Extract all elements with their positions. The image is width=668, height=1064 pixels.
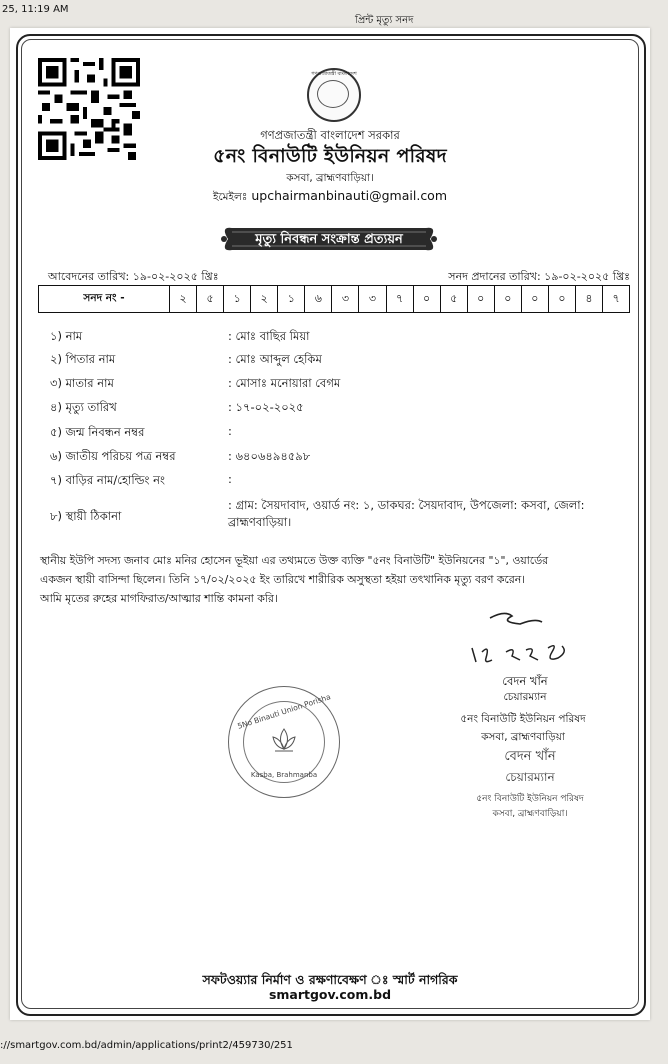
signatory-council: ৫নং বিনাউটি ইউনিয়ন পরিষদ <box>460 713 586 725</box>
field-value-holding: : <box>228 472 232 486</box>
certificate-digit: ০ <box>495 286 522 312</box>
browser-print-header <box>0 0 668 30</box>
certificate-digit: ১ <box>278 286 305 312</box>
union-seal-stamp <box>228 686 340 798</box>
certificate-digit: ০ <box>549 286 576 312</box>
field-label-birth-reg: ৫) জন্ম নিবন্ধন নম্বর <box>50 425 145 439</box>
print-time: 25, 11:19 AM <box>2 4 69 15</box>
application-date: আবেদনের তারিখ: ১৯-০২-২০২৫ খ্রিঃ <box>48 270 219 283</box>
certificate-statement <box>40 551 636 608</box>
chairman-stamp <box>430 747 630 821</box>
handwritten-signature-icon <box>450 608 600 668</box>
signatory-name: বেদন খাঁন <box>502 674 548 688</box>
certificate-digit: ৫ <box>441 286 468 312</box>
stamp-address: কসবা, ব্রাহ্মণবাড়িয়া। <box>492 809 568 819</box>
certificate-number-row <box>38 285 630 313</box>
statement-line: আমি মৃতের রুহের মাগফিরাত/আত্মার শান্তি কামনা করি। <box>40 592 278 605</box>
certificate-digit: ৭ <box>612 291 620 305</box>
seal-top-text: 5No Binauti Union Porisha <box>236 692 332 731</box>
certificate-digit: ০ <box>468 286 495 312</box>
field-value-permanent-address: : গ্রাম: সৈয়দাবাদ, ওয়ার্ড নং: ১, ডাকঘর: সৈয়দাবাদ, উপজেলা: কসবা, জেলা: ব্রাহ্মণবাড়িয়া। <box>228 498 585 529</box>
field-label-father: ২) পিতার নাম <box>50 352 116 366</box>
certificate-digit: ৫ <box>197 286 224 312</box>
seal-bottom-text: Kasba, Brahmanba <box>250 771 318 779</box>
stamp-council: ৫নং বিনাউটি ইউনিয়ন পরিষদ <box>476 794 584 804</box>
field-value-mother: : মোসাঃ মনোয়ারা বেগম <box>228 376 341 390</box>
government-emblem-icon <box>307 68 361 122</box>
field-label-mother: ৩) মাতার নাম <box>50 376 114 390</box>
stamp-name: বেদন খাঁন <box>504 749 556 764</box>
field-label-holding: ৭) বাড়ির নাম/হোল্ডিং নং <box>50 473 165 487</box>
certificate-digit: ৭ <box>387 286 414 312</box>
field-value-name: : মোঃ বাছির মিয়া <box>228 329 310 343</box>
field-value-father: : মোঃ আব্দুল হেকিম <box>228 352 322 366</box>
certificate-number-label: সনদ নং - <box>39 286 170 312</box>
lotus-icon <box>267 723 301 757</box>
council-address: কসবা, ব্রাহ্মণবাড়িয়া। <box>286 172 374 184</box>
certificate-date: সনদ প্রদানের তারিখ: ১৯-০২-২০২৫ খ্রিঃ <box>448 270 630 283</box>
council-email <box>10 188 650 207</box>
certificate-digit: ৩ <box>359 286 386 312</box>
certificate-digit: ২ <box>251 286 278 312</box>
government-name: গণপ্রজাতন্ত্রী বাংলাদেশ সরকার <box>260 128 400 142</box>
email-value: upchairmanbinauti@gmail.com <box>251 188 448 203</box>
footer-website: smartgov.com.bd <box>268 987 392 1002</box>
signatory-title: চেয়ারম্যান <box>503 691 547 703</box>
footer-credit: সফটওয়্যার নির্মাণ ও রক্ষণাবেক্ষণ ঃ স্মার্ট নাগরিক <box>202 972 458 987</box>
print-url: ://smartgov.com.bd/admin/applications/print2/459730/251 <box>0 1040 293 1051</box>
field-label-death-date: ৪) মৃত্যু তারিখ <box>50 400 117 414</box>
certificate-page <box>10 28 650 1020</box>
field-value-nid: : ৬৪০৬৪৯৪৫৯৮ <box>228 449 311 463</box>
certificate-digit: ৩ <box>332 286 359 312</box>
field-label-name: ১) নাম <box>50 329 83 343</box>
certificate-digit: ৬ <box>305 286 332 312</box>
email-label: ইমেইলঃ <box>212 191 248 203</box>
signatory-address: কসবা, ব্রাহ্মণবাড়িয়া <box>481 731 565 743</box>
field-value-death-date: : ১৭-০২-২০২৫ <box>228 400 304 414</box>
certificate-digit: ০ <box>414 286 441 312</box>
field-value-birth-reg: : <box>228 424 232 438</box>
statement-line: স্থানীয় ইউপি সদস্য জনাব মোঃ মনির হোসেন ভূইয়া এর তথ্যমতে উক্ত ব্যক্তি "৫নং বিনাউটি" ইউনিয়নের "১", ওয়ার্ডের <box>40 554 549 567</box>
statement-line: একজন স্থায়ী বাসিন্দা ছিলেন। তিনি ১৭/০২/২০২৫ ইং তারিখে শারীরিক অসুস্থতা হইয়া তৎখানিক মৃত্যু বরণ করেন। <box>40 573 525 586</box>
print-page-title: প্রিন্ট মৃত্যু সনদ <box>355 15 414 26</box>
stamp-title: চেয়ারম্যান <box>505 770 555 784</box>
certificate-digit: ১ <box>224 286 251 312</box>
council-name: ৫নং বিনাউটি ইউনিয়ন পরিষদ <box>213 145 447 167</box>
certificate-digit: ২ <box>170 286 197 312</box>
field-label-nid: ৬) জাতীয় পরিচয় পত্র নম্বর <box>50 449 176 463</box>
certificate-digit: ০ <box>522 286 549 312</box>
field-label-permanent-address: ৮) স্থায়ী ঠিকানা <box>50 509 122 523</box>
emblem-text: গণপ্রজাতন্ত্রী বাংলাদেশ <box>311 71 357 77</box>
certificate-digit: ৪ <box>576 286 603 312</box>
certificate-title: মৃত্যু নিবন্ধন সংক্রান্ত প্রত্যয়ন <box>255 232 403 247</box>
